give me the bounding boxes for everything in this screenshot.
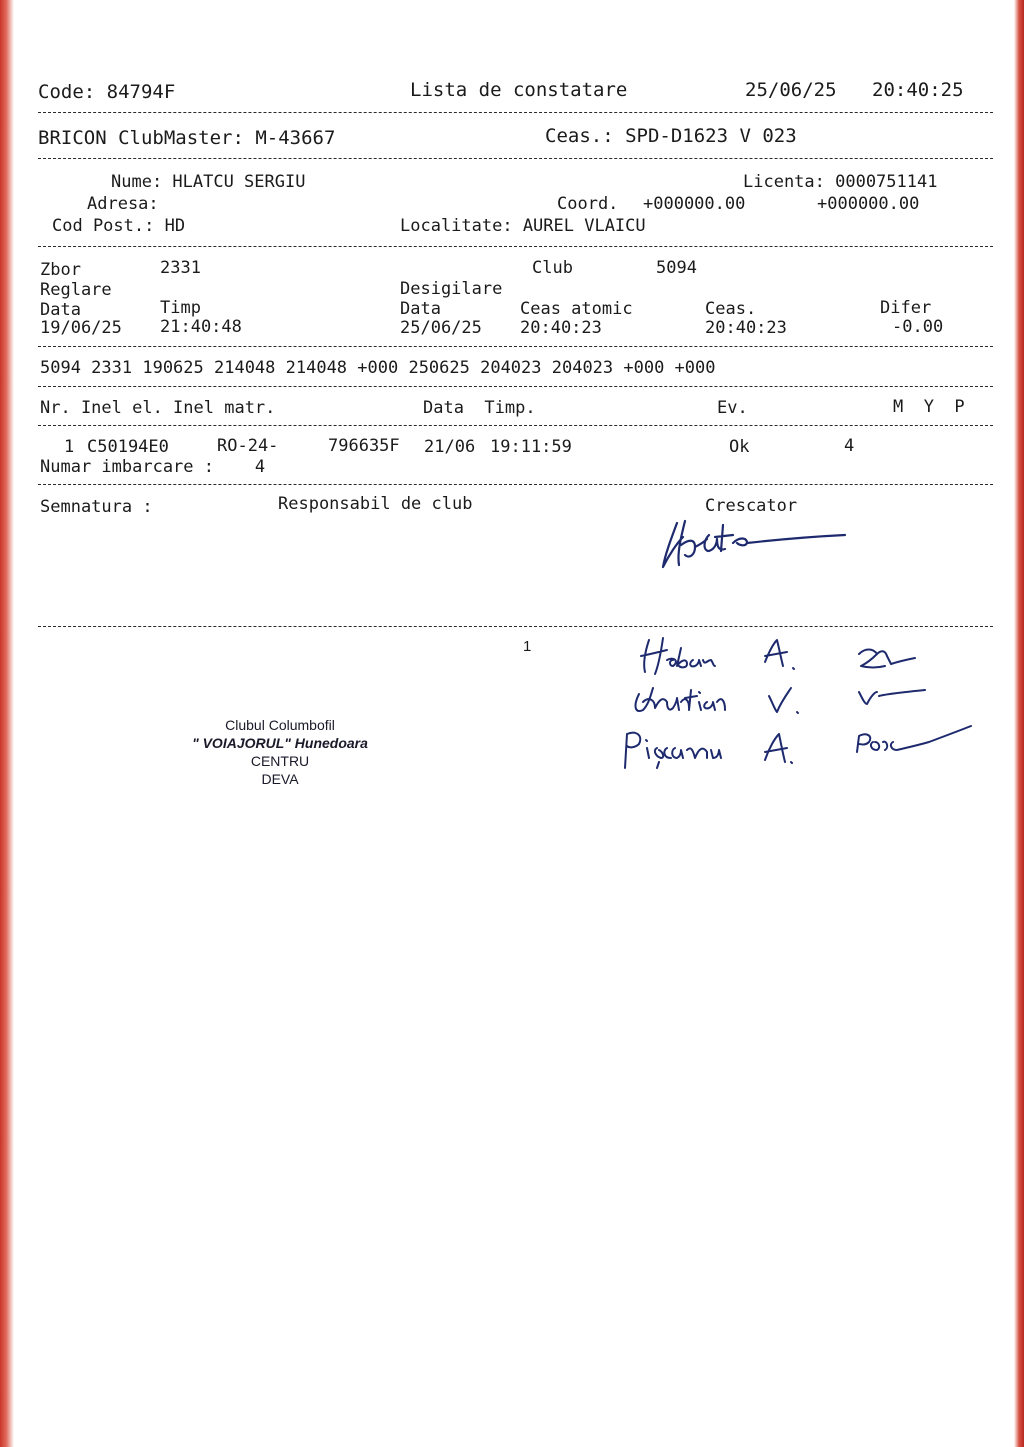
electronic-ring: C50194E0 <box>87 437 169 457</box>
row-number: 1 <box>64 437 75 457</box>
stamp-line-1: Clubul Columbofil <box>225 717 335 733</box>
atomic-clock-time: 20:40:23 <box>520 318 602 338</box>
license-number: Licenta: 0000751141 <box>743 172 938 192</box>
desigilare-label: Desigilare <box>400 279 503 299</box>
myp-column-header: M Y P <box>893 397 965 417</box>
clock-id: Ceas.: SPD-D1623 V 023 <box>545 125 797 147</box>
event-status: Ok <box>729 437 750 457</box>
owner-name: Nume: HLATCU SERGIU <box>111 172 306 192</box>
document-date: 25/06/25 <box>745 79 837 101</box>
desigilare-date-label: Data <box>400 299 441 319</box>
club-number: 5094 <box>656 258 697 278</box>
difference-value: -0.00 <box>892 317 944 337</box>
reglare-time: 21:40:48 <box>160 317 242 337</box>
arrival-date: 21/06 <box>424 437 476 457</box>
reglare-date-label: Data <box>40 300 81 320</box>
encoded-data-line: 5094 2331 190625 214048 214048 +000 250625 204023 204023 +000 +000 <box>40 358 716 378</box>
document-code: Code: 84794F <box>38 81 176 103</box>
separator <box>38 246 993 247</box>
clubmaster-id: BRICON ClubMaster: M-43667 <box>38 127 336 149</box>
stamp-line-3: CENTRU <box>250 753 310 769</box>
separator <box>38 484 993 485</box>
coord-longitude: +000000.00 <box>817 194 920 214</box>
club-label: Club <box>532 258 573 278</box>
event-column-header: Ev. <box>717 398 748 418</box>
separator <box>38 386 993 387</box>
boarding-count: Numar imbarcare : 4 <box>40 457 266 477</box>
reglare-date: 19/06/25 <box>40 318 122 338</box>
flight-label: Zbor <box>40 260 81 280</box>
breeder-signature <box>655 515 855 575</box>
club-stamp <box>170 716 390 788</box>
paper-edge-right <box>1014 0 1024 1447</box>
clock-label: Ceas. <box>705 299 757 319</box>
flight-number: 2331 <box>160 258 201 278</box>
document-time: 20:40:25 <box>872 79 964 101</box>
clock-time: 20:40:23 <box>705 318 787 338</box>
reglare-time-label: Timp <box>160 298 201 318</box>
paper-edge-left <box>0 0 14 1447</box>
atomic-clock-label: Ceas atomic <box>520 299 633 319</box>
witness-signatures <box>615 630 985 780</box>
arrival-time: 19:11:59 <box>490 437 572 457</box>
desigilare-date: 25/06/25 <box>400 318 482 338</box>
separator <box>38 425 993 426</box>
separator <box>38 112 993 113</box>
address-label: Adresa: <box>87 194 159 214</box>
stamp-line-4: DEVA <box>261 771 299 787</box>
registration-ring-number: 796635F <box>328 436 400 456</box>
coord-label: Coord. <box>557 194 619 214</box>
page-number: 1 <box>523 638 532 655</box>
reglare-label: Reglare <box>40 280 112 300</box>
bird-count: 4 <box>844 436 855 456</box>
club-responsible-label: Responsabil de club <box>278 494 473 514</box>
registration-ring-prefix: RO-24- <box>217 436 279 456</box>
stamp-line-2: " VOIAJORUL" Hunedoara <box>192 735 368 751</box>
postal-code: Cod Post.: HD <box>52 216 186 236</box>
locality: Localitate: AUREL VLAICU <box>400 216 646 236</box>
date-time-column-header: Data Timp. <box>423 398 536 418</box>
difference-label: Difer <box>880 298 932 318</box>
document-title: Lista de constatare <box>410 79 628 101</box>
ring-column-header: Nr. Inel el. Inel matr. <box>40 398 276 418</box>
breeder-label: Crescator <box>705 496 798 516</box>
separator <box>38 346 993 347</box>
signature-label: Semnatura : <box>40 497 153 517</box>
separator <box>38 158 993 159</box>
separator <box>38 626 993 627</box>
coord-latitude: +000000.00 <box>643 194 746 214</box>
